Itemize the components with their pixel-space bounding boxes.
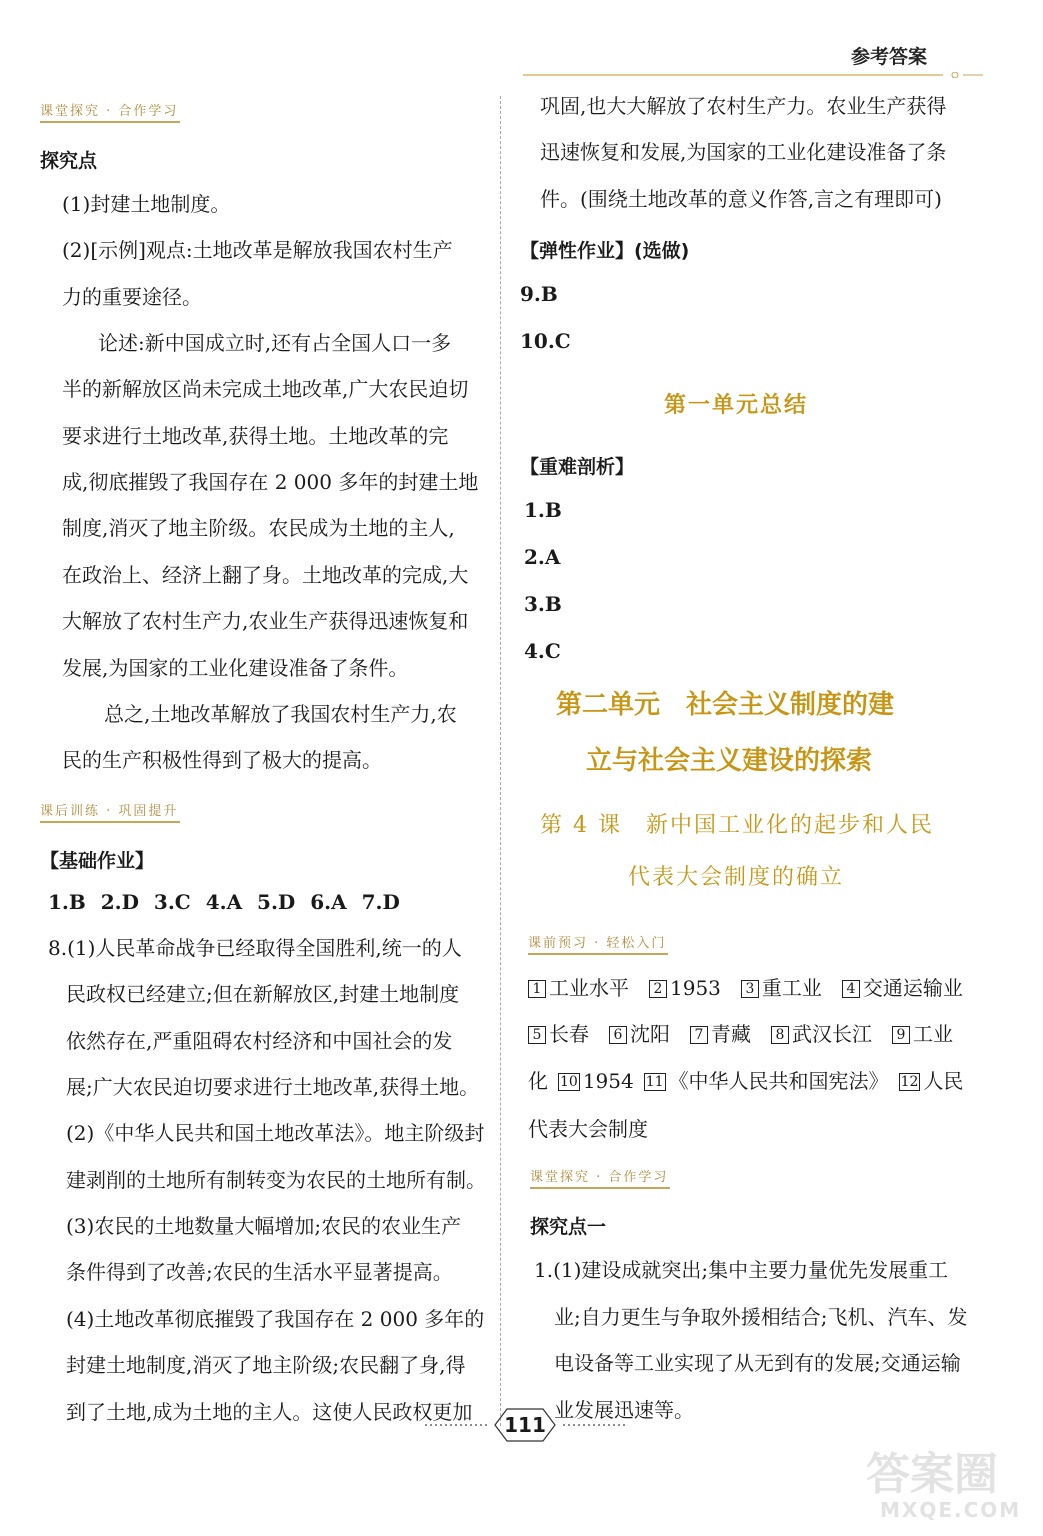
blank-answer: 化 (528, 1069, 548, 1093)
basic-homework-heading: 【基础作业】 (40, 850, 155, 872)
answer-item: 2.A (524, 545, 561, 569)
preview-answers-row2 (528, 1022, 953, 1046)
answer-line: 大解放了农村生产力,农业生产获得迅速恢复和 (62, 609, 469, 633)
answer-line: 8.(1)人民革命战争已经取得全国胜利,统一的人 (48, 936, 462, 960)
section-tag-preview: 课前预习 · 轻松入门 (528, 932, 668, 955)
blank-number: 2 (649, 980, 667, 998)
lesson-title-line1: 第 4 课 新中国工业化的起步和人民 (540, 813, 934, 838)
unit-two-title-line1: 第二单元 社会主义制度的建 (556, 690, 895, 720)
preview-answers-row3 (528, 1069, 963, 1093)
answer-line: 发展,为国家的工业化建设准备了条件。 (62, 656, 409, 680)
answer-line: 在政治上、经济上翻了身。土地改革的完成,大 (62, 563, 469, 587)
answer-line: 依然存在,严重阻碍农村经济和中国社会的发 (66, 1029, 453, 1053)
elastic-homework-heading: 【弹性作业】(选做) (520, 240, 690, 262)
blank-answer: 《中华人民共和国宪法》 (668, 1069, 889, 1093)
blank-answer: 长春 (549, 1022, 589, 1046)
blank-answer: 青藏 (711, 1022, 751, 1046)
answer-line: 民的生产积极性得到了极大的提高。 (62, 748, 382, 772)
answer-item: 4.C (524, 639, 561, 663)
answer-line: 到了土地,成为土地的主人。这使人民政权更加 (66, 1400, 473, 1424)
answer-line: 要求进行土地改革,获得土地。土地改革的完 (62, 424, 449, 448)
watermark-logo-text: 答案圈 (866, 1449, 998, 1500)
answer-line: 制度,消灭了地主阶级。农民成为土地的主人, (62, 516, 455, 540)
multiple-choice-answers: 1.B 2.D 3.C 4.A 5.D 6.A 7.D (48, 890, 400, 914)
blank-number: 7 (690, 1026, 708, 1044)
blank-number: 1 (528, 980, 546, 998)
answer-line: (3)农民的土地数量大幅增加;农民的农业生产 (66, 1214, 462, 1238)
section-tag-in-class: 课堂探究 · 合作学习 (40, 100, 180, 123)
header-decorative-rule (523, 72, 983, 78)
preview-answers-row4 (528, 1117, 648, 1141)
page-number: 111 (504, 1413, 546, 1437)
blank-number: 11 (645, 1074, 664, 1090)
blank-answer: 人民 (923, 1069, 964, 1093)
answer-line: 论述:新中国成立时,还有占全国人口一多 (98, 331, 452, 355)
blank-number: 9 (892, 1026, 910, 1044)
blank-number: 3 (741, 980, 759, 998)
answer-item: 1.B (524, 498, 562, 522)
preview-answers-row1 (528, 976, 963, 1000)
blank-number: 4 (842, 980, 860, 998)
blank-number: 8 (771, 1026, 789, 1044)
blank-answer: 工业水平 (549, 976, 629, 1000)
unit-two-title-line2: 立与社会主义建设的探索 (586, 746, 873, 776)
answer-line: 成,彻底摧毁了我国存在 2 000 多年的封建土地 (62, 470, 479, 494)
blank-answer: 1953 (670, 976, 721, 1000)
blank-number: 5 (528, 1026, 546, 1044)
blank-answer: 1954 (582, 1069, 634, 1093)
section-tag-in-class-2: 课堂探究 · 合作学习 (530, 1166, 670, 1189)
blank-number: 10 (560, 1074, 578, 1090)
blank-answer: 交通运输业 (862, 976, 963, 1000)
explore-point-one-heading: 探究点一 (530, 1216, 607, 1238)
answer-line: 1.(1)建设成就突出;集中主要力量优先发展重工 (534, 1258, 949, 1282)
answer-line: (1)封建土地制度。 (62, 192, 231, 216)
answer-line: 力的重要途径。 (62, 285, 202, 309)
blank-answer: 代表大会制度 (528, 1117, 648, 1141)
explore-point-heading: 探究点 (40, 150, 98, 172)
answer-line: (2)[示例]观点:土地改革是解放我国农村生产 (62, 238, 453, 262)
unit-summary-title: 第一单元总结 (664, 392, 809, 418)
blank-answer: 工业 (913, 1022, 953, 1046)
section-tag-after-class: 课后训练 · 巩固提升 (40, 800, 180, 823)
answer-line: 半的新解放区尚未完成土地改革,广大农民迫切 (62, 377, 469, 401)
answer-item: 9.B (520, 282, 558, 306)
answer-line: 迅速恢复和发展,为国家的工业化建设准备了条 (540, 140, 947, 164)
answer-line: 建剥削的土地所有制转变为农民的土地所有制。 (66, 1168, 486, 1192)
answer-line: (2)《中华人民共和国土地改革法》。地主阶级封 (66, 1121, 485, 1145)
blank-answer: 武汉长江 (792, 1022, 872, 1046)
answer-line: 民政权已经建立;但在新解放区,封建土地制度 (66, 982, 460, 1006)
answer-line: 电设备等工业实现了从无到有的发展;交通运输 (554, 1351, 961, 1375)
answer-line: 巩固,也大大解放了农村生产力。农业生产获得 (540, 94, 947, 118)
blank-answer: 重工业 (761, 976, 822, 1000)
column-divider (500, 96, 501, 1426)
answer-line: 件。(围绕土地改革的意义作答,言之有理即可) (540, 187, 942, 211)
answer-line: 总之,土地改革解放了我国农村生产力,农 (104, 702, 457, 726)
answer-line: 业;自力更生与争取外援相结合;飞机、汽车、发 (554, 1305, 968, 1329)
key-analysis-heading: 【重难剖析】 (520, 456, 635, 478)
answer-line: (4)土地改革彻底摧毁了我国存在 2 000 多年的 (66, 1307, 485, 1331)
lesson-title-line2: 代表大会制度的确立 (628, 865, 845, 890)
blank-answer: 沈阳 (630, 1022, 670, 1046)
page-header-title: 参考答案 (850, 46, 927, 68)
answer-item: 3.B (524, 592, 562, 616)
answer-line: 业发展迅速等。 (554, 1398, 694, 1422)
watermark-url-text: MXQE.COM (880, 1498, 1022, 1522)
answer-line: 条件得到了改善;农民的生活水平显著提高。 (66, 1260, 453, 1284)
answer-line: 封建土地制度,消灭了地主阶级;农民翻了身,得 (66, 1353, 466, 1377)
blank-number: 6 (609, 1026, 627, 1044)
blank-number: 12 (900, 1074, 919, 1090)
answer-line: 展;广大农民迫切要求进行土地改革,获得土地。 (66, 1075, 480, 1099)
answer-item: 10.C (520, 329, 571, 353)
